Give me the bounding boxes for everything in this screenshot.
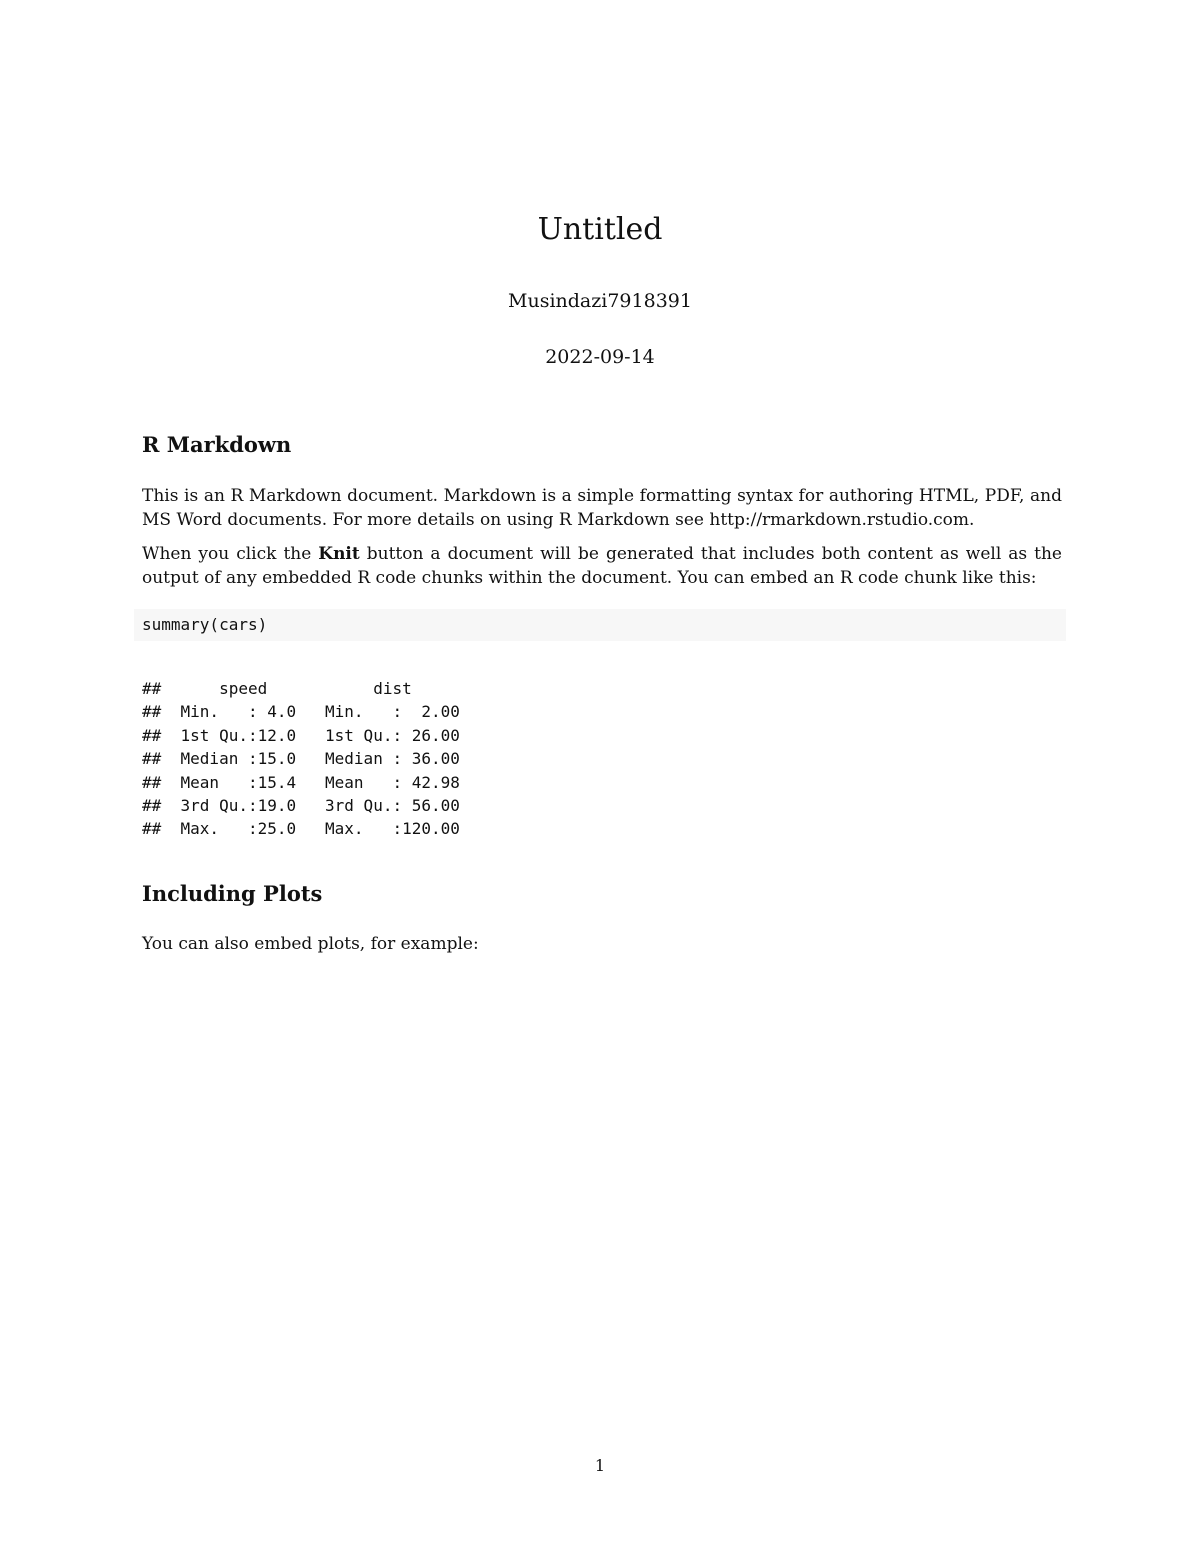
intro-paragraph: This is an R Markdown document. Markdown is a simple formatting syntax for authoring HTML, PDF, and MS Word documents. For more details on using R Markdown see http://rmarkdown.rstudio.com.: [142, 486, 1062, 530]
r-code-chunk: summary(cars): [134, 609, 1066, 641]
r-output-block: [142, 677, 479, 841]
knit-bold-word: Knit: [318, 544, 360, 564]
document-title: Untitled: [537, 212, 663, 247]
document-date: 2022-09-14: [545, 346, 655, 368]
output-line: ## Median :15.0 Median : 36.00: [142, 749, 480, 769]
output-line: ## 3rd Qu.:19.0 3rd Qu.: 56.00: [142, 796, 480, 816]
knit-paragraph: [142, 542, 1062, 590]
section-heading-r-markdown: R Markdown: [142, 432, 292, 457]
section-heading-including-plots: Including Plots: [142, 881, 323, 906]
output-line: ## speed dist: [142, 679, 480, 698]
page-number: 1: [594, 1456, 606, 1475]
output-line: ## Mean :15.4 Mean : 42.98: [142, 772, 480, 792]
knit-paragraph-start: When you click the: [142, 544, 319, 564]
plots-paragraph: You can also embed plots, for example:: [142, 934, 479, 954]
document-author: Musindazi7918391: [508, 290, 692, 312]
knit-paragraph-end: button a document will be generated that includes both content as well as the output of any embedded R code chunks within the document. You can embed an R code chunk like this:: [142, 544, 1062, 588]
output-line: ## 1st Qu.:12.0 1st Qu.: 26.00: [142, 725, 480, 745]
output-line: ## Min. : 4.0 Min. : 2.00: [142, 702, 480, 722]
output-line: ## Max. :25.0 Max. :120.00: [142, 819, 480, 839]
